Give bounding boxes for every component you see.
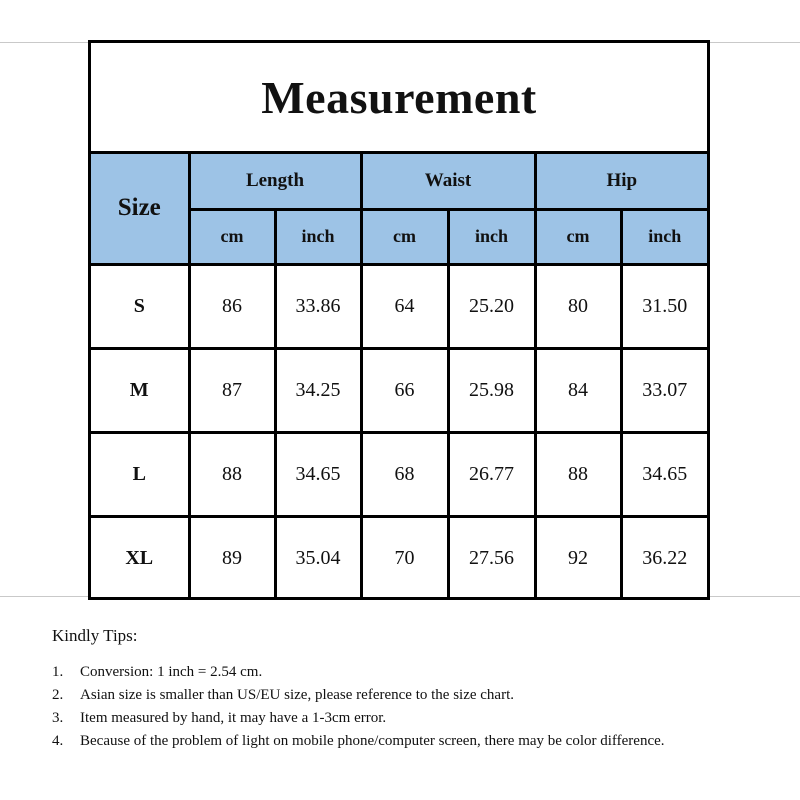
- value-cell: 84: [535, 348, 621, 432]
- value-cell: 88: [189, 432, 275, 516]
- value-cell: 70: [361, 516, 448, 600]
- table-row: [91, 516, 707, 600]
- length-header: Length: [189, 154, 361, 209]
- value-cell: 64: [361, 264, 448, 348]
- tip-text: Item measured by hand, it may have a 1-3cm error.: [80, 710, 387, 726]
- value-cell: 34.25: [275, 348, 361, 432]
- table-row: [91, 348, 707, 432]
- kindly-tips: [52, 626, 772, 754]
- tips-list: [52, 662, 772, 752]
- value-cell: 33.86: [275, 264, 361, 348]
- size-header: Size: [91, 154, 189, 264]
- tip-number: 4.: [52, 733, 64, 749]
- value-cell: 89: [189, 516, 275, 600]
- tip-number: 1.: [52, 664, 64, 680]
- value-cell: 88: [535, 432, 621, 516]
- value-cell: 33.07: [621, 348, 707, 432]
- tip-item: [52, 708, 772, 729]
- unit-header: inch: [621, 209, 707, 264]
- unit-header: inch: [448, 209, 535, 264]
- chart-title: Measurement: [91, 43, 707, 154]
- value-cell: 80: [535, 264, 621, 348]
- value-cell: 34.65: [275, 432, 361, 516]
- tip-text: Asian size is smaller than US/EU size, please reference to the size chart.: [80, 687, 514, 703]
- tips-title: Kindly Tips:: [52, 626, 138, 645]
- value-cell: 36.22: [621, 516, 707, 600]
- tip-item: [52, 685, 772, 706]
- waist-header: Waist: [361, 154, 535, 209]
- unit-header: inch: [275, 209, 361, 264]
- tip-number: 3.: [52, 710, 64, 726]
- size-cell: S: [91, 264, 189, 348]
- hip-header: Hip: [535, 154, 707, 209]
- unit-header: cm: [361, 209, 448, 264]
- size-cell: M: [91, 348, 189, 432]
- value-cell: 68: [361, 432, 448, 516]
- value-cell: 27.56: [448, 516, 535, 600]
- value-cell: 25.20: [448, 264, 535, 348]
- tip-text: Because of the problem of light on mobile phone/computer screen, there may be color difference.: [80, 733, 665, 749]
- value-cell: 66: [361, 348, 448, 432]
- value-cell: 26.77: [448, 432, 535, 516]
- size-chart: [88, 40, 710, 600]
- value-cell: 31.50: [621, 264, 707, 348]
- table-row: [91, 432, 707, 516]
- tip-item: [52, 662, 772, 683]
- value-cell: 87: [189, 348, 275, 432]
- measurement-table: [91, 154, 707, 600]
- tip-number: 2.: [52, 687, 64, 703]
- value-cell: 35.04: [275, 516, 361, 600]
- tip-item: [52, 731, 772, 752]
- header-row-groups: [91, 154, 707, 209]
- table-row: [91, 264, 707, 348]
- unit-header: cm: [189, 209, 275, 264]
- value-cell: 86: [189, 264, 275, 348]
- value-cell: 92: [535, 516, 621, 600]
- size-cell: XL: [91, 516, 189, 600]
- value-cell: 25.98: [448, 348, 535, 432]
- tip-text: Conversion: 1 inch = 2.54 cm.: [80, 664, 263, 680]
- value-cell: 34.65: [621, 432, 707, 516]
- size-cell: L: [91, 432, 189, 516]
- unit-header: cm: [535, 209, 621, 264]
